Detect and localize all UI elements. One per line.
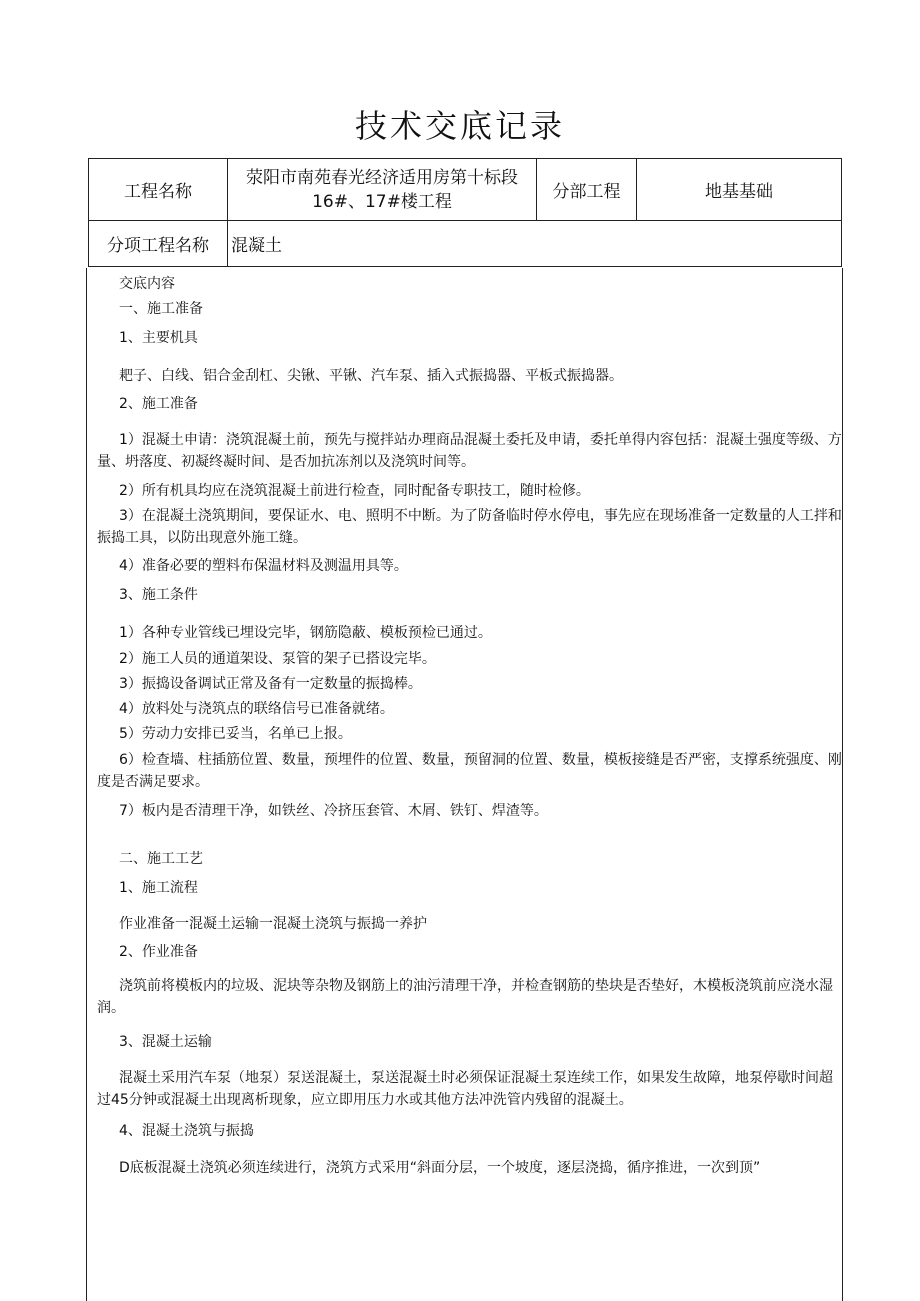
project-name-line1: 荥阳市南苑春光经济适用房第十标段 [246,167,518,188]
project-name-label: 工程名称 [89,159,228,221]
subsection-heading: 3、施工条件 [119,587,198,603]
content-heading: 交底内容 [119,276,175,292]
division-label: 分部工程 [537,159,637,221]
section-heading: 二、施工工艺 [119,851,203,867]
paragraph: 2）所有机具均应在浇筑混凝土前进行检查，同时配备专职技工，随时检修。 [119,483,590,499]
paragraph: 作业准备一混凝土运输一混凝土浇筑与振捣一养护 [119,916,427,932]
header-table [88,158,842,267]
subsection-heading: 2、施工准备 [119,396,198,412]
paragraph: 浇筑前将模板内的垃圾、泥块等杂物及钢筋上的油污清理干净，并检查钢筋的垫块是否垫好，木模板浇筑前应浇水湿润。 [97,978,833,1016]
division-value: 地基基础 [637,159,842,221]
project-name-line2: 16#、17#楼工程 [312,191,452,212]
subsection-heading: 2、作业准备 [119,944,198,960]
paragraph: 混凝土采用汽车泵（地泵）泵送混凝土，泵送混凝土时必须保证混凝土泵连续工作，如果发生故障，地泵停歇时间超过45分钟或混凝土出现离析现象，应立即用压力水或其他方法冲洗管内残留的混凝土。 [97,1070,833,1108]
paragraph: 5）劳动力安排已妥当，名单已上报。 [119,726,352,742]
paragraph: 6）检查墙、柱插筋位置、数量，预埋件的位置、数量，预留洞的位置、数量，模板接缝是否严密，支撑系统强度、刚度是否满足要求。 [97,752,842,790]
paragraph: 3）振捣设备调试正常及备有一定数量的振捣棒。 [119,676,422,692]
table-row [89,221,842,267]
paragraph: D底板混凝土浇筑必须连续进行，浇筑方式采用“斜面分层，一个坡度，逐层浇捣，循序推进，一次到顶” [119,1160,761,1176]
paragraph: 1）各种专业管线已埋设完毕，钢筋隐蔽、模板预检已通过。 [119,625,492,641]
project-name-value [228,159,537,221]
paragraph: 2）施工人员的通道架设、泵管的架子已搭设完毕。 [119,651,436,667]
subdivision-value: 混凝土 [228,221,842,267]
paragraph: 耙子、白线、铝合金刮杠、尖锹、平锹、汽车泵、插入式振捣器、平板式振捣器。 [119,368,623,384]
subsection-heading: 4、混凝土浇筑与振捣 [119,1123,254,1139]
subsection-heading: 3、混凝土运输 [119,1034,212,1050]
paragraph: 7）板内是否清理干净，如铁丝、冷挤压套管、木屑、铁钉、焊渣等。 [119,803,548,819]
subsection-heading: 1、施工流程 [119,880,198,896]
paragraph: 1）混凝土申请：浇筑混凝土前，预先与搅拌站办理商品混凝土委托及申请，委托单得内容包括：混凝土强度等级、方量、坍落度、初凝终凝时间、是否加抗冻剂以及浇筑时间等。 [97,432,842,470]
page-title: 技术交底记录 [354,107,565,146]
paragraph: 4）准备必要的塑料布保温材料及测温用具等。 [119,558,408,574]
content-box [86,268,843,1301]
table-row [89,159,842,221]
section-heading: 一、施工准备 [119,301,203,317]
subdivision-label: 分项工程名称 [89,221,228,267]
subsection-heading: 1、主要机具 [119,330,198,346]
paragraph: 4）放料处与浇筑点的联络信号已准备就绪。 [119,701,394,717]
paragraph: 3）在混凝土浇筑期间，要保证水、电、照明不中断。为了防备临时停水停电，事先应在现场准备一定数量的人工拌和振捣工具，以防出现意外施工缝。 [97,508,842,546]
